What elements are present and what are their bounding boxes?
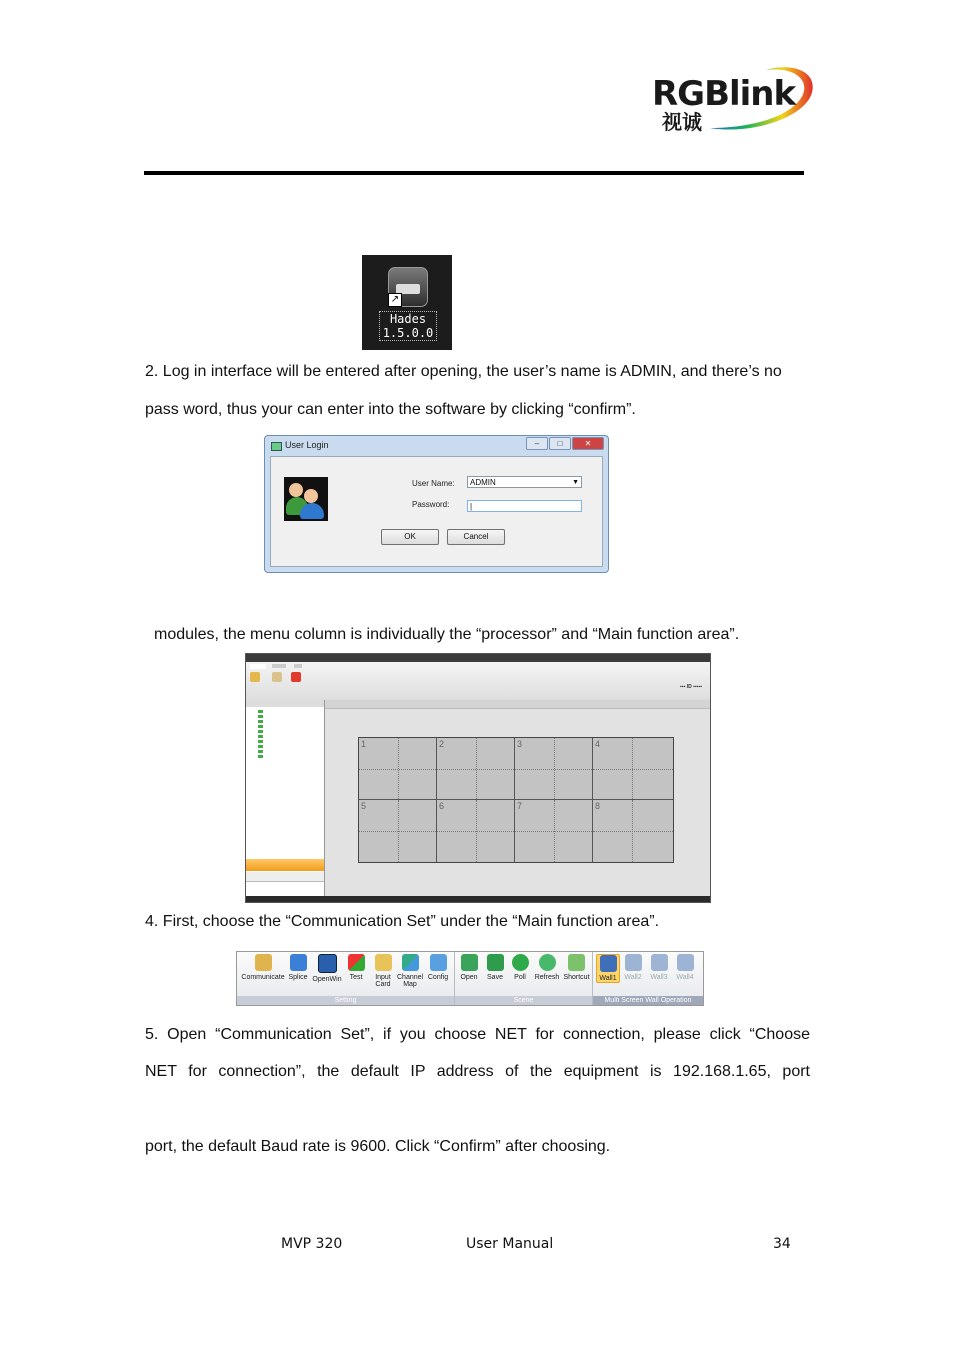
wall-group-label: Multi Screen Wall Operation bbox=[593, 996, 703, 1005]
screen-cell-2[interactable] bbox=[437, 738, 515, 800]
refresh-button[interactable] bbox=[533, 954, 561, 981]
refresh-icon bbox=[539, 954, 556, 971]
footer-doc-title: User Manual bbox=[466, 1236, 554, 1252]
main-function-header bbox=[325, 700, 710, 709]
rgblink-logo bbox=[648, 62, 818, 134]
wall4-button[interactable] bbox=[674, 954, 696, 981]
button-label: Save bbox=[487, 974, 503, 981]
button-label: Wall4 bbox=[676, 974, 694, 981]
button-label: Refresh bbox=[534, 974, 560, 981]
button-label: Open bbox=[460, 974, 478, 981]
toolbar-group-scene bbox=[455, 952, 593, 1005]
logo-chinese-text: 视诚 bbox=[662, 110, 702, 134]
ok-button[interactable]: OK bbox=[381, 529, 439, 545]
ribbon-tab-1[interactable] bbox=[250, 664, 266, 669]
paragraph-5-line-2: NET for connection”, the default IP address of the equipment is 192.168.1.65, port bbox=[145, 1063, 810, 1080]
shortcut-button[interactable] bbox=[562, 954, 591, 981]
button-label: Shortcut bbox=[563, 974, 590, 981]
cancel-button[interactable]: Cancel bbox=[447, 529, 505, 545]
window-icon bbox=[318, 954, 337, 973]
test-icon bbox=[348, 954, 365, 971]
paragraph-3-line: modules, the menu column is individually the “processor” and “Main function area”. bbox=[154, 626, 740, 643]
ribbon-set-icon[interactable] bbox=[272, 672, 282, 682]
toolbar-group-setting bbox=[237, 952, 455, 1005]
password-label: Password: bbox=[412, 500, 450, 509]
paragraph-5-line-3: port, the default Baud rate is 9600. Click “Confirm” after choosing. bbox=[145, 1138, 611, 1155]
paragraph-2-line-1: 2. Log in interface will be entered after opening, the user’s name is ADMIN, and there’s no bbox=[145, 363, 782, 380]
ribbon-tab-3[interactable] bbox=[294, 664, 302, 668]
communicate-button[interactable] bbox=[240, 954, 286, 981]
setting-group-label: Setting bbox=[237, 996, 454, 1005]
wall2-button[interactable] bbox=[622, 954, 644, 981]
poll-icon bbox=[512, 954, 529, 971]
processor-tree-panel bbox=[246, 700, 325, 896]
screen-wall-grid[interactable] bbox=[358, 737, 674, 863]
header-rule bbox=[144, 171, 804, 175]
cell-number: 8 bbox=[595, 801, 601, 811]
button-label: Splice bbox=[288, 974, 308, 981]
wall-icon bbox=[677, 954, 694, 971]
maximize-icon[interactable]: □ bbox=[549, 437, 571, 450]
cell-number: 4 bbox=[595, 739, 601, 749]
save-button[interactable] bbox=[483, 954, 507, 981]
ribbon-tab-2[interactable] bbox=[272, 664, 286, 668]
button-label: Poll bbox=[514, 974, 526, 981]
button-label: OpenWin bbox=[312, 976, 342, 983]
dialog-body bbox=[270, 456, 603, 567]
software-main-window bbox=[245, 653, 711, 903]
input-card-button[interactable] bbox=[370, 954, 396, 988]
cell-number: 2 bbox=[439, 739, 445, 749]
save-icon bbox=[487, 954, 504, 971]
paragraph-4-line: 4. First, choose the “Communication Set” under the “Main function area”. bbox=[145, 913, 660, 930]
open-icon bbox=[461, 954, 478, 971]
shortcut-icon bbox=[568, 954, 585, 971]
openwin-button[interactable] bbox=[310, 954, 344, 983]
software-titlebar bbox=[246, 654, 710, 662]
button-label: Test bbox=[349, 974, 363, 981]
screen-cell-6[interactable] bbox=[437, 800, 515, 862]
cell-number: 6 bbox=[439, 801, 445, 811]
device-id-readout: ▪▪▪ ID ▪▪▪▪▪ bbox=[680, 684, 702, 690]
poll-button[interactable] bbox=[509, 954, 531, 981]
button-label: Wall3 bbox=[650, 974, 668, 981]
button-label: Communicate bbox=[241, 974, 285, 981]
logo-brand-text: RGBlink bbox=[652, 74, 796, 114]
config-button[interactable] bbox=[425, 954, 451, 981]
cell-number: 3 bbox=[517, 739, 523, 749]
screen-cell-3[interactable] bbox=[515, 738, 593, 800]
password-input[interactable]: | bbox=[467, 500, 582, 512]
shortcut-arrow-icon: ↗ bbox=[388, 293, 402, 307]
wall-icon bbox=[600, 955, 617, 972]
footer-page-number: 34 bbox=[773, 1236, 791, 1252]
tree-item[interactable] bbox=[258, 754, 265, 759]
users-icon bbox=[284, 477, 328, 521]
screen-cell-5[interactable] bbox=[359, 800, 437, 862]
button-label: Config bbox=[427, 974, 449, 981]
hades-version: 1.5.0.0 bbox=[382, 326, 434, 340]
communicate-icon bbox=[255, 954, 272, 971]
monitor-icon bbox=[290, 954, 307, 971]
channel-map-icon bbox=[402, 954, 419, 971]
minimize-icon[interactable]: – bbox=[526, 437, 548, 450]
user-name-label: User Name: bbox=[412, 479, 455, 488]
test-button[interactable] bbox=[345, 954, 367, 981]
main-function-tab[interactable] bbox=[246, 872, 324, 882]
ribbon-connect-icon[interactable] bbox=[250, 672, 260, 682]
user-login-dialog bbox=[264, 435, 609, 573]
screen-cell-7[interactable] bbox=[515, 800, 593, 862]
hades-name: Hades bbox=[389, 312, 427, 326]
screen-cell-1[interactable] bbox=[359, 738, 437, 800]
button-label: Wall2 bbox=[624, 974, 642, 981]
button-label: Wall1 bbox=[599, 975, 617, 982]
scene-group-label: Scene bbox=[455, 996, 592, 1005]
button-label: Channel Map bbox=[397, 974, 424, 988]
wall3-button[interactable] bbox=[648, 954, 670, 981]
window-app-icon bbox=[271, 442, 282, 451]
button-label: Input Card bbox=[375, 974, 391, 988]
window-controls bbox=[526, 437, 604, 450]
gear-icon bbox=[430, 954, 447, 971]
footer-model: MVP 320 bbox=[281, 1236, 343, 1252]
splice-button[interactable] bbox=[287, 954, 309, 981]
dropdown-arrow-icon[interactable]: ▼ bbox=[572, 479, 579, 486]
wall-icon bbox=[625, 954, 642, 971]
main-function-toolbar bbox=[236, 951, 704, 1006]
paragraph-5-line-1: 5. Open “Communication Set”, if you choose NET for connection, please click “Choose bbox=[145, 1026, 810, 1043]
paragraph-2-line-2: pass word, thus your can enter into the software by clicking “confirm”. bbox=[145, 401, 636, 418]
screen-cell-4[interactable] bbox=[593, 738, 673, 800]
software-status-bar bbox=[246, 896, 710, 902]
processor-tree-header bbox=[246, 700, 324, 707]
wall1-button[interactable] bbox=[596, 954, 620, 983]
hades-desktop-shortcut[interactable] bbox=[362, 255, 452, 350]
processor-tab-active[interactable] bbox=[246, 859, 324, 871]
ribbon-exit-icon[interactable] bbox=[291, 672, 301, 682]
user-name-select[interactable] bbox=[467, 476, 582, 488]
cell-number: 7 bbox=[517, 801, 523, 811]
hades-shortcut-label bbox=[379, 311, 437, 341]
cell-number: 1 bbox=[361, 739, 367, 749]
close-icon[interactable]: ✕ bbox=[572, 437, 604, 450]
wall-icon bbox=[651, 954, 668, 971]
channel-map-button[interactable] bbox=[397, 954, 423, 988]
toolbar-group-wall bbox=[593, 952, 703, 1005]
open-button[interactable] bbox=[457, 954, 481, 981]
software-ribbon bbox=[246, 662, 710, 701]
dialog-title: User Login bbox=[285, 440, 329, 450]
input-card-icon bbox=[375, 954, 392, 971]
user-name-value: ADMIN bbox=[470, 478, 496, 487]
screen-cell-8[interactable] bbox=[593, 800, 673, 862]
cell-number: 5 bbox=[361, 801, 367, 811]
